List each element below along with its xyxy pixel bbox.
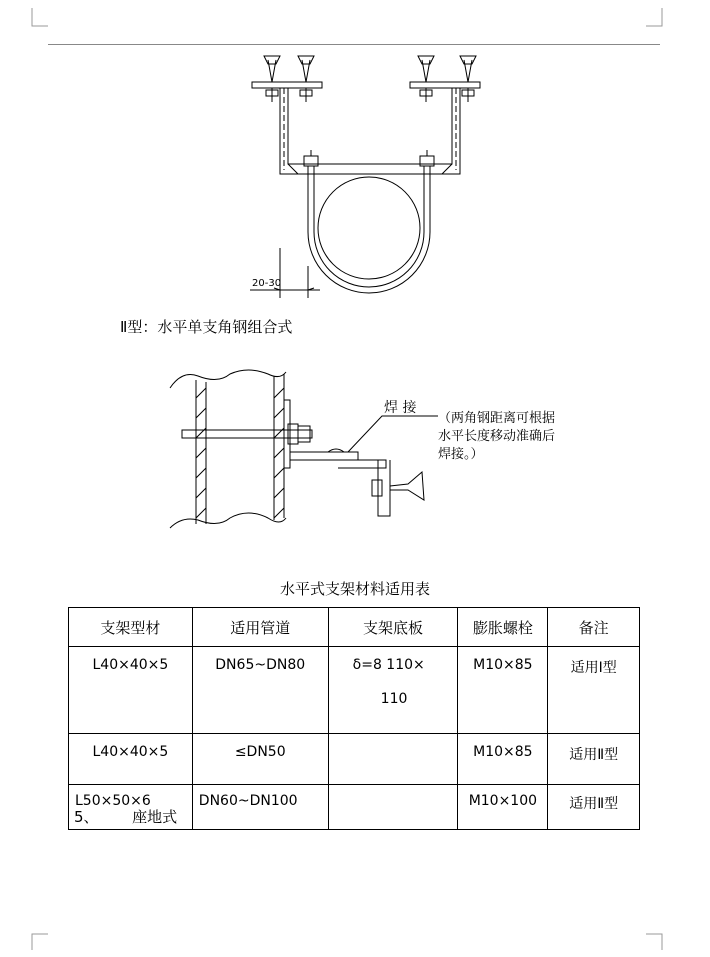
section-5-heading [74,806,177,827]
bolt-cell: M10×85 [458,647,548,734]
remark-cell: 适用Ⅱ型 [548,785,640,830]
header-cell: 支架底板 [328,608,458,647]
table-header-row [69,608,640,647]
corner-mark-bottom-left [0,930,60,957]
materials-table [68,607,640,830]
corner-mark-top-left [0,0,60,30]
remark-cell: 适用Ⅰ型 [548,647,640,734]
section-title: 座地式 [132,808,178,826]
header-cell: 支架型材 [69,608,193,647]
figure-angle-support-drawing [168,368,440,536]
plate-line-1: δ=8 110× [352,657,425,673]
bolt-cell: M10×85 [458,734,548,785]
weld-note-line: 水平长度移动准确后 [438,429,556,444]
plate-cell [328,785,458,830]
table-title: 水平式支架材料适用表 [279,580,430,598]
weld-note-line: 焊接。） [438,447,484,462]
profile-cell: L40×40×5 [69,734,193,785]
bolt-cell: M10×100 [458,785,548,830]
weld-label: 焊 接 [384,400,417,416]
plate-line-2: 110 [380,691,408,707]
header-cell: 膨胀螺栓 [458,608,548,647]
header-cell: 备注 [548,608,640,647]
weld-note [438,410,555,464]
corner-mark-top-right [650,0,710,30]
header-cell: 适用管道 [192,608,328,647]
profile-cell: L50×50×6 [69,785,193,830]
plate-cell [328,734,458,785]
weld-note-line: （两角钢距离可根据 [438,411,556,426]
pipe-cell: ≤DN50 [192,734,328,785]
section-number: 5、 [74,808,99,826]
table-row [69,734,640,785]
remark-cell: 适用Ⅱ型 [548,734,640,785]
table-row [69,647,640,734]
pipe-cell: DN65~DN80 [192,647,328,734]
figure-hanger-drawing [240,52,500,302]
plate-cell [328,647,458,734]
corner-mark-bottom-right [650,930,710,957]
pipe-cell: DN60~DN100 [192,785,328,830]
dimension-label: 20-30 [252,278,282,289]
caption-type-2: Ⅱ型：水平单支角钢组合式 [120,318,293,336]
profile-cell: L40×40×5 [69,647,193,734]
header-rule [48,44,660,45]
